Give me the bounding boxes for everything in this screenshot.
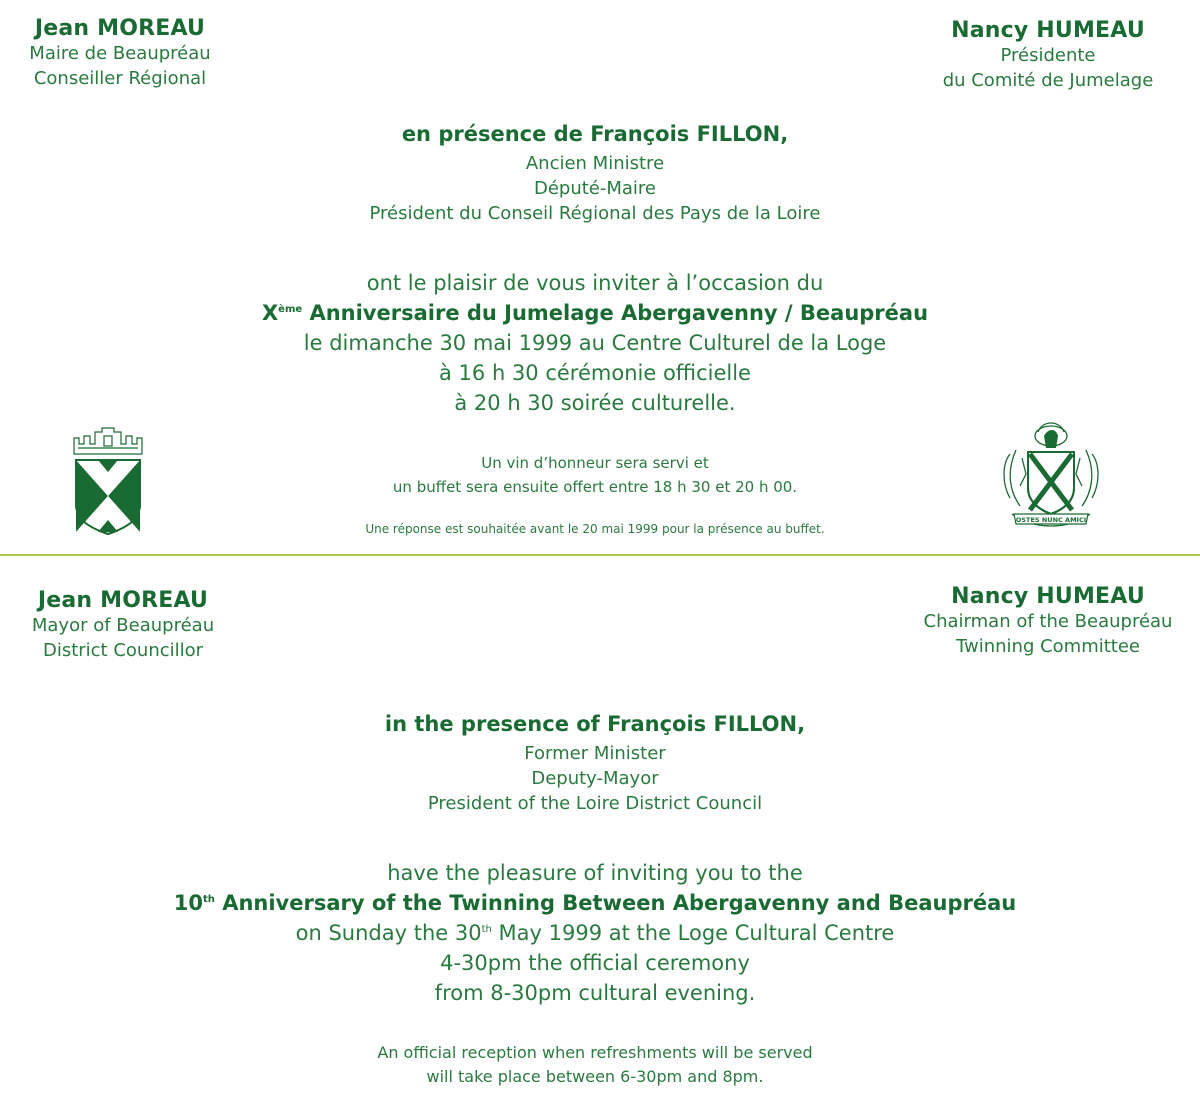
host-left-block bbox=[20, 16, 220, 91]
host-left-role: District Councillor bbox=[42, 640, 204, 661]
reception-line: will take place between 6-30pm and 8pm. bbox=[426, 1067, 764, 1086]
headline-text: Anniversary of the Twinning Between Abergavenny and Beaupréau bbox=[214, 891, 1017, 915]
headline-ordinal-suffix: ème bbox=[278, 304, 303, 315]
reception-note bbox=[300, 1041, 890, 1089]
headline-ordinal: 10 bbox=[173, 891, 203, 915]
host-left-name: Jean MOREAU bbox=[34, 16, 206, 41]
reception-note bbox=[320, 451, 870, 499]
invitation-block bbox=[200, 268, 990, 418]
invitation-line: from 8-30pm cultural evening. bbox=[434, 981, 756, 1005]
abergavenny-crest-icon bbox=[996, 414, 1106, 536]
reception-line: Un vin d’honneur sera servi et bbox=[481, 454, 709, 472]
headline-ordinal: X bbox=[261, 301, 279, 325]
invitation-line: le dimanche 30 mai 1999 au Centre Culturel de la Loge bbox=[303, 331, 887, 355]
host-right-name: Nancy HUMEAU bbox=[951, 18, 1145, 43]
invitation-line: à 16 h 30 cérémonie officielle bbox=[439, 361, 751, 385]
invitation-block bbox=[140, 858, 1050, 1008]
invitation-line: à 20 h 30 soirée culturelle. bbox=[454, 391, 736, 415]
headline-text: Anniversaire du Jumelage Abergavenny / Beaupréau bbox=[302, 301, 929, 325]
beaupreau-crest-icon bbox=[68, 424, 148, 536]
host-right-role: Présidente bbox=[1000, 45, 1096, 66]
invitation-headline bbox=[200, 298, 990, 328]
invitation-headline bbox=[140, 888, 1050, 918]
presence-role: Former Minister bbox=[524, 743, 666, 764]
invitation-line: ont le plaisir de vous inviter à l’occasion du bbox=[366, 271, 824, 295]
card-divider bbox=[0, 554, 1200, 556]
headline-ordinal-suffix: th bbox=[202, 894, 215, 905]
invitation-line: 4-30pm the official ceremony bbox=[440, 951, 750, 975]
presence-role: Deputy-Mayor bbox=[531, 768, 659, 789]
host-left-block bbox=[20, 588, 226, 663]
host-left-role: Mayor of Beaupréau bbox=[31, 615, 215, 636]
host-right-block bbox=[930, 18, 1166, 93]
presence-role: Président du Conseil Régional des Pays de la Loire bbox=[369, 203, 821, 224]
presence-lead: in the presence of François FILLON, bbox=[384, 712, 806, 736]
rsvp-note: Une réponse est souhaitée avant le 20 mai 1999 pour la présence au buffet. bbox=[365, 522, 825, 536]
host-right-block bbox=[912, 584, 1184, 659]
invitation-card-english bbox=[0, 558, 1200, 1102]
host-right-role: Twinning Committee bbox=[955, 636, 1141, 657]
crest-motto: OSTES NUNC AMICI bbox=[1015, 516, 1087, 524]
presence-role: Ancien Ministre bbox=[525, 153, 665, 174]
date-ordinal-suffix: th bbox=[481, 924, 492, 935]
host-right-name: Nancy HUMEAU bbox=[951, 584, 1145, 609]
presence-block bbox=[300, 712, 890, 816]
reception-line: un buffet sera ensuite offert entre 18 h 30 et 20 h 00. bbox=[392, 478, 798, 496]
presence-lead: en présence de François FILLON, bbox=[401, 122, 789, 146]
invitation-line: have the pleasure of inviting you to the bbox=[387, 861, 803, 885]
host-right-role: du Comité de Jumelage bbox=[942, 70, 1154, 91]
host-left-role: Maire de Beaupréau bbox=[29, 43, 211, 64]
host-right-role: Chairman of the Beaupréau bbox=[923, 611, 1173, 632]
invitation-line bbox=[140, 918, 1050, 948]
date-text: on Sunday the 30 bbox=[295, 921, 482, 945]
reception-line: An official reception when refreshments will be served bbox=[377, 1043, 813, 1062]
presence-role: President of the Loire District Council bbox=[427, 793, 763, 814]
presence-block bbox=[300, 122, 890, 226]
host-left-name: Jean MOREAU bbox=[37, 588, 209, 613]
host-left-role: Conseiller Régional bbox=[33, 68, 207, 89]
presence-role: Député-Maire bbox=[533, 178, 657, 199]
venue-text: May 1999 at the Loge Cultural Centre bbox=[491, 921, 895, 945]
